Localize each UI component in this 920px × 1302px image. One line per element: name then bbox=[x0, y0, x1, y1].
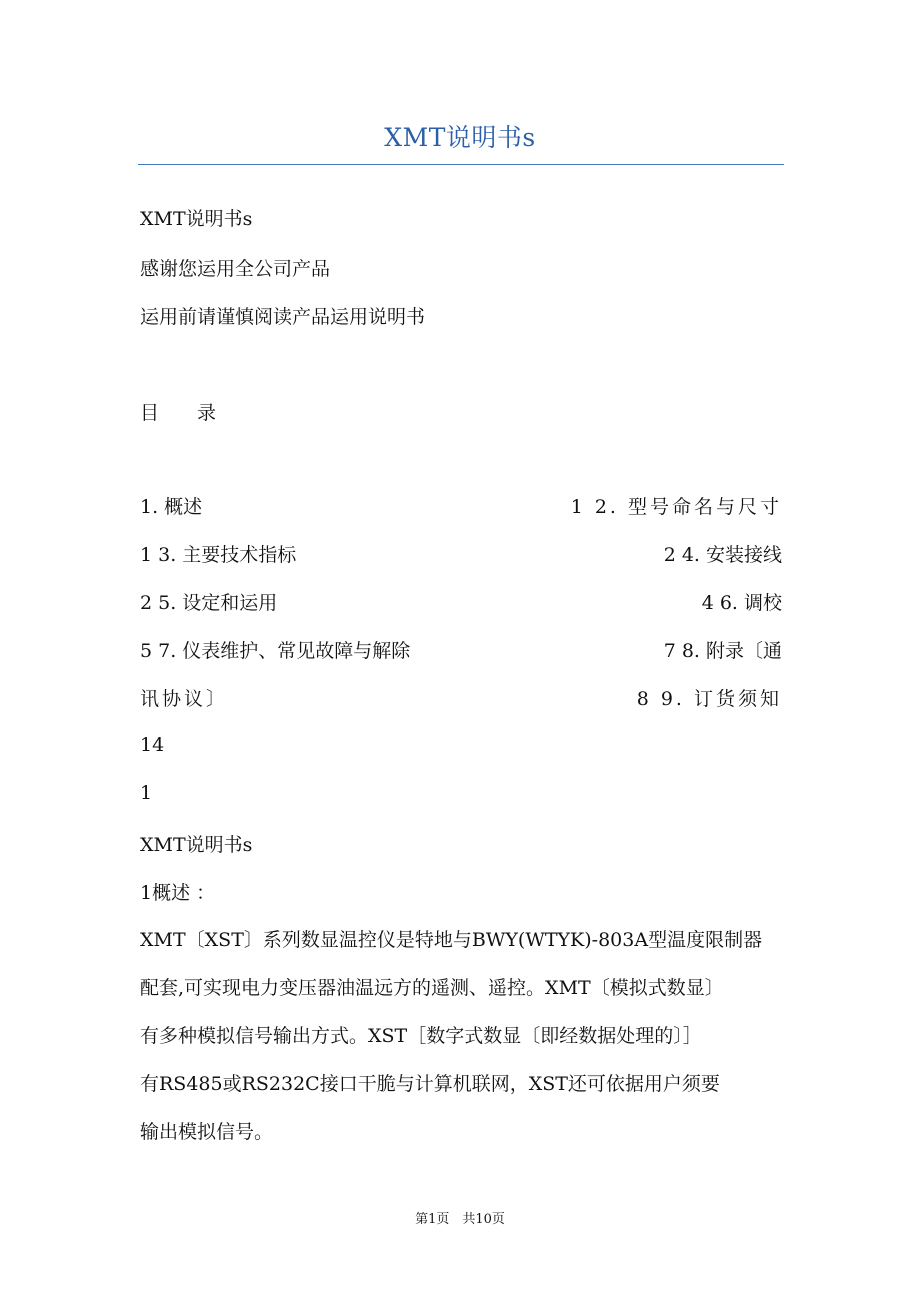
toc-row bbox=[140, 588, 782, 616]
paragraph-line: 有RS485或RS232C接口干脆与计算机联网，XST还可依据用户须要 bbox=[140, 1073, 720, 1095]
paragraph-line: XMT〔XST〕系列数显温控仪是特地与BWY(WTYK)-803A型温度限制器 bbox=[140, 929, 763, 951]
toc-row bbox=[140, 636, 782, 664]
toc-row-left: 讯协议〕 bbox=[140, 688, 229, 710]
toc-row-right: 8 9. 订货须知 bbox=[636, 688, 782, 710]
intro-line-1: XMT说明书s bbox=[140, 208, 253, 230]
section-heading: 1概述 ： bbox=[140, 882, 216, 904]
page-number-marker: 1 bbox=[140, 782, 153, 804]
section-doc-name: XMT说明书s bbox=[140, 834, 253, 856]
toc-row-right: 4 6. 调校 bbox=[701, 592, 782, 614]
toc-row bbox=[140, 492, 782, 520]
toc-row-right: 2 4. 安装接线 bbox=[663, 544, 782, 566]
toc-row-left: 1. 概述 bbox=[140, 496, 203, 518]
paragraph-line: 配套,可实现电力变压器油温远方的遥测、遥控。XMT〔模拟式数显〕 bbox=[140, 977, 724, 999]
document-title: XMT说明书s bbox=[384, 123, 536, 152]
paragraph-line: 输出模拟信号。 bbox=[140, 1121, 274, 1143]
overview-paragraph bbox=[140, 916, 784, 1156]
intro-line-2: 感谢您运用全公司产品 bbox=[140, 258, 331, 280]
intro-line-3: 运用前请谨慎阅读产品运用说明书 bbox=[140, 306, 426, 328]
toc-row bbox=[140, 684, 782, 712]
page-footer: 第1页 共10页 bbox=[415, 1212, 505, 1227]
toc-row bbox=[140, 540, 782, 568]
toc-heading: 目 录 bbox=[140, 402, 217, 424]
toc-row-left: 1 3. 主要技术指标 bbox=[140, 544, 297, 566]
toc-tail-page: 14 bbox=[140, 734, 165, 756]
paragraph-line: 有多种模拟信号输出方式。XST［数字式数显〔即经数据处理的〕］ bbox=[140, 1025, 702, 1047]
toc-row-left: 5 7. 仪表维护、常见故障与解除 bbox=[140, 640, 411, 662]
toc-row-right: 1 2. 型号命名与尺寸 bbox=[570, 496, 782, 518]
toc-row-right: 7 8. 附录〔通 bbox=[663, 640, 782, 662]
title-divider bbox=[138, 164, 784, 165]
toc-row-left: 2 5. 设定和运用 bbox=[140, 592, 278, 614]
